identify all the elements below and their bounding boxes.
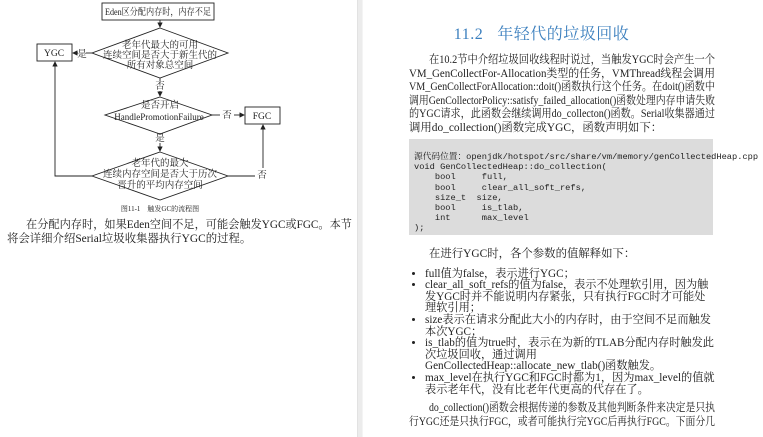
flowchart bbox=[0, 0, 357, 215]
decision-2-line: HandlePromotionFailure bbox=[114, 112, 204, 122]
decision-2-line: 是否开启 bbox=[140, 101, 180, 111]
no-label: 否 bbox=[257, 171, 267, 181]
text-line: do_collection()函数会根据传递的参数及其他判断条件来决定是只执 bbox=[429, 402, 715, 415]
text-line: 将会详细介绍Serial垃圾收集器执行YGC的过程。 bbox=[7, 232, 252, 245]
decision-1-line: 老年代最大的可用 bbox=[121, 41, 199, 51]
text-line: 调用do_collection()函数完成YGC，函数声明如下： bbox=[409, 121, 663, 134]
text-line: 在分配内存时，如果Eden空间不足，可能会触发YGC或FGC。本节 bbox=[26, 219, 353, 231]
text-line: VM_GenCollectFor-Allocation类型的任务，VMThread线程会调用 bbox=[409, 67, 715, 80]
no-label: 否 bbox=[222, 111, 232, 121]
left-paragraph bbox=[7, 219, 352, 246]
figure-caption: 图11-1 触发GC的流程图 bbox=[120, 205, 200, 213]
decision-3-line: 老年代的最大 bbox=[131, 159, 189, 169]
code-block bbox=[409, 139, 759, 235]
ygc-label: YGC bbox=[43, 49, 65, 59]
list-item: • is_tlab的值为true时，表示在为新的TLAB分配内存时触发此次垃圾回收，通过调用GenCollectedHeap::allocate_new_tlab()函数触发。 bbox=[425, 338, 715, 373]
text-line: 在10.2节中介绍垃圾回收线程时说过，当触发YGC时会产生一个 bbox=[429, 54, 715, 66]
params-intro: 在进行YGC时，各个参数的值解释如下： bbox=[429, 248, 636, 260]
section-title-text: 年轻代的垃圾回收 bbox=[497, 26, 630, 43]
list-item: • max_level在执行YGC和FGC时都为1，因为max_level的值就表示老年代，没有比老年代更高的代存在了。 bbox=[425, 373, 715, 396]
no-label: 否 bbox=[155, 82, 165, 92]
left-page bbox=[0, 0, 357, 437]
param-list bbox=[411, 269, 715, 397]
section-number: 11.2 bbox=[453, 26, 484, 43]
decision-3-line: 连续内存空间是否大于历次 bbox=[102, 170, 218, 180]
text-line: 调用GenCollectorPolicy::satisfy_failed_allocation()函数处理内存申请失败 bbox=[409, 94, 715, 107]
closing-paragraph bbox=[409, 402, 717, 429]
text-line: 行YGC还是只执行FGC，或者可能执行完YGC后再执行FGC。下面分几 bbox=[409, 415, 715, 428]
code-text: 源代码位置：openjdk/hotspot/src/share/vm/memory/genCollectedHeap.cpp void GenCollectedHeap::do_collection( bool full, bool clear_all_soft_refs, size_t size, bool is_tlab, int max_level ); bbox=[414, 152, 759, 234]
text-line: VM_GenCollectForAllocation::doit()函数执行这个任务。在doit()函数中 bbox=[409, 81, 715, 94]
right-page bbox=[363, 0, 759, 437]
section-title bbox=[363, 21, 720, 44]
decision-3-line: 晋升的平均内存空间 bbox=[117, 181, 203, 191]
list-item: • clear_all_soft_refs的值为false，表示不处理软引用，因为触发YGC时并不能说明内存紧张，只有执行FGC时才可能处理软引用； bbox=[425, 280, 715, 315]
lower-content bbox=[409, 248, 717, 429]
intro-paragraph bbox=[409, 54, 715, 136]
list-item: • size表示在请求分配此大小的内存时，由于空间不足而触发本次YGC； bbox=[425, 315, 715, 338]
text-line: 的YGC请求，此函数会继续调用do_collecton()函数。Serial收集器通过 bbox=[409, 108, 715, 121]
fgc-label: FGC bbox=[252, 112, 272, 122]
yes-label: 是 bbox=[155, 134, 165, 144]
list-item: • full值为false，表示进行YGC； bbox=[425, 269, 715, 281]
decision-1-line: 连续空间是否大于新生代的 bbox=[102, 51, 218, 61]
start-text: Eden区分配内存时，内存不足 bbox=[105, 8, 230, 18]
decision-1-line: 所有对象总空间 bbox=[126, 61, 194, 71]
yes-label: 是 bbox=[77, 50, 87, 60]
